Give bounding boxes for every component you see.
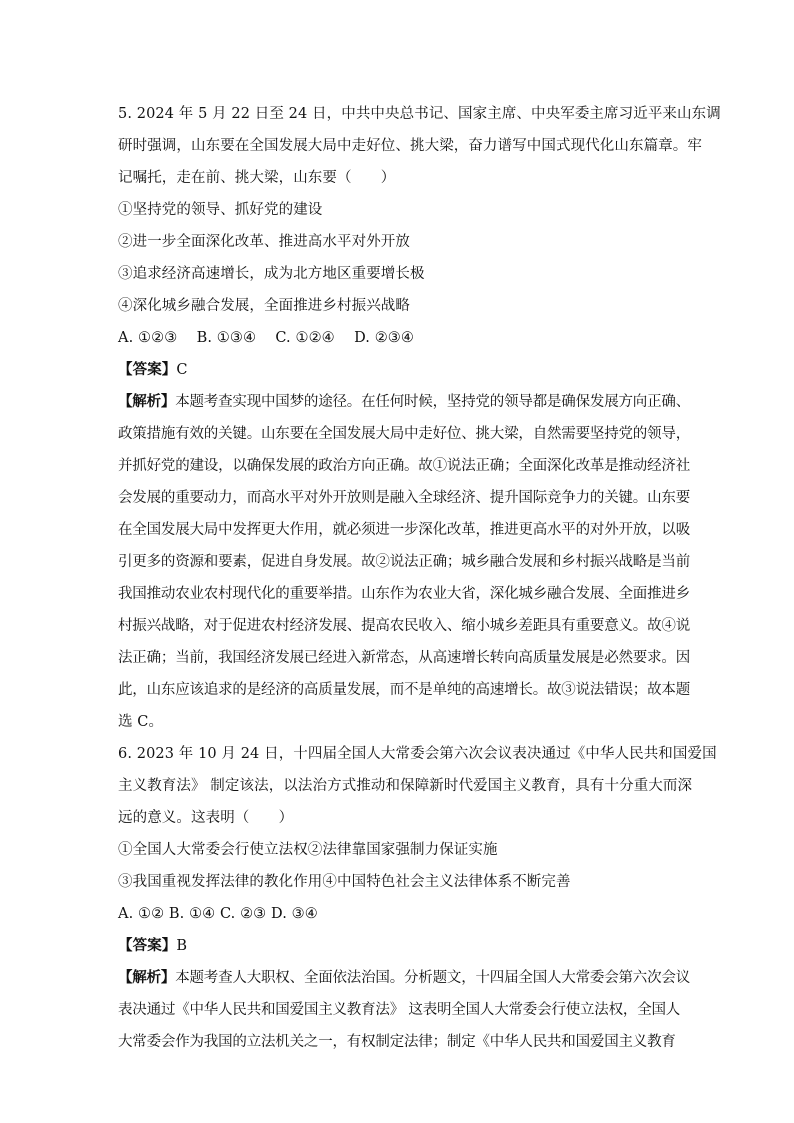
q5-stem-line-2: 研时强调，山东要在全国发展大局中走好位、挑大梁，奋力谱写中国式现代化山东篇章。牢 [118,138,702,154]
q5-analysis-line-7: 我国推动农业农村现代化的重要举措。山东作为农业大省，深化城乡融合发展、全面推进乡 [118,586,690,602]
q5-answer-tag: 【答案】 [118,361,177,378]
q5-option-1: ①坚持党的领导、抓好党的建设 [118,202,323,218]
q5-option-3: ③追求经济高速增长，成为北方地区重要增长极 [118,266,425,282]
q5-analysis-line-9: 法正确；当前，我国经济发展已经进入新常态，从高速增长转向高质量发展是必然要求。因 [118,650,690,666]
q5-analysis-line-11: 选 C。 [118,714,164,730]
q5-analysis-line-5: 在全国发展大局中发挥更大作用，就必须进一步深化改革，推进更高水平的对外开放，以吸 [118,522,690,538]
q6-analysis-text-1: 本题考查人大职权、全面依法治国。分析题文，十四届全国人大常委会第六次会议 [175,970,690,986]
q6-stem-line-1: 6. 2023 年 10 月 24 日，十四届全国人大常委会第六次会议表决通过《中华人民共和国爱国 [118,746,717,762]
q5-choices: A. ①②③ B. ①③④ C. ①②④ D. ②③④ [118,330,415,346]
q6-choices: A. ①② B. ①④ C. ②③ D. ③④ [118,906,318,922]
q6-answer-tag: 【答案】 [118,937,177,954]
q5-answer [118,354,678,386]
q5-stem-line-1: 5. 2024 年 5 月 22 日至 24 日，中共中央总书记、国家主席、中央军委主席习近平来山东调 [118,106,721,122]
question-6 [118,738,717,1058]
document-page [118,98,721,1058]
q6-analysis-tag: 【解析】 [118,969,176,986]
q5-analysis-line-2: 政策措施有效的关键。山东要在全国发展大局中走好位、挑大梁，自然需要坚持党的领导， [118,426,690,442]
q5-option-2: ②进一步全面深化改革、推进高水平对外开放 [118,234,410,250]
q5-analysis-line-10: 此，山东应该追求的是经济的高质量发展，而不是单纯的高速增长。故③说法错误；故本题 [118,682,690,698]
q5-analysis-line-1 [118,386,690,418]
q5-analysis-line-4: 会发展的重要动力，而高水平对外开放则是融入全球经济、提升国际竞争力的关键。山东要 [118,490,690,506]
q6-analysis-line-1 [118,962,690,994]
q6-analysis-line-3: 大常委会作为我国的立法机关之一，有权制定法律；制定《中华人民共和国爱国主义教育 [118,1034,676,1050]
q6-analysis-line-2: 表决通过《中华人民共和国爱国主义教育法》 这表明全国人大常委会行使立法权，全国人 [118,1002,681,1018]
q5-analysis-text-1: 本题考查实现中国梦的途径。在任何时候，坚持党的领导都是确保发展方向正确、 [175,394,690,410]
q5-analysis-tag: 【解析】 [118,393,176,410]
q5-option-4: ④深化城乡融合发展，全面推进乡村振兴战略 [118,298,410,314]
q5-stem-line-3: 记嘱托，走在前、挑大梁，山东要（ ） [118,170,396,186]
q6-stem-line-2: 主义教育法》 制定该法，以法治方式推动和保障新时代爱国主义教育，具有十分重大而深 [118,778,693,794]
q5-analysis-line-6: 引更多的资源和要素，促进自身发展。故②说法正确；城乡融合发展和乡村振兴战略是当前 [118,554,690,570]
q6-option-1: ①全国人大常委会行使立法权②法律靠国家强制力保证实施 [118,842,498,858]
q5-answer-value: C [176,362,188,378]
q5-analysis-line-8: 村振兴战略，对于促进农村经济发展、提高农民收入、缩小城乡差距具有重要意义。故④说 [118,618,690,634]
q5-analysis-line-3: 并抓好党的建设，以确保发展的政治方向正确。故①说法正确；全面深化改革是推动经济社 [118,458,690,474]
q6-answer [118,930,678,962]
q6-answer-value: B [176,938,188,954]
q6-option-2: ③我国重视发挥法律的教化作用④中国特色社会主义法律体系不断完善 [118,874,571,890]
question-5 [118,98,721,738]
q6-stem-line-3: 远的意义。这表明（ ） [118,810,294,826]
